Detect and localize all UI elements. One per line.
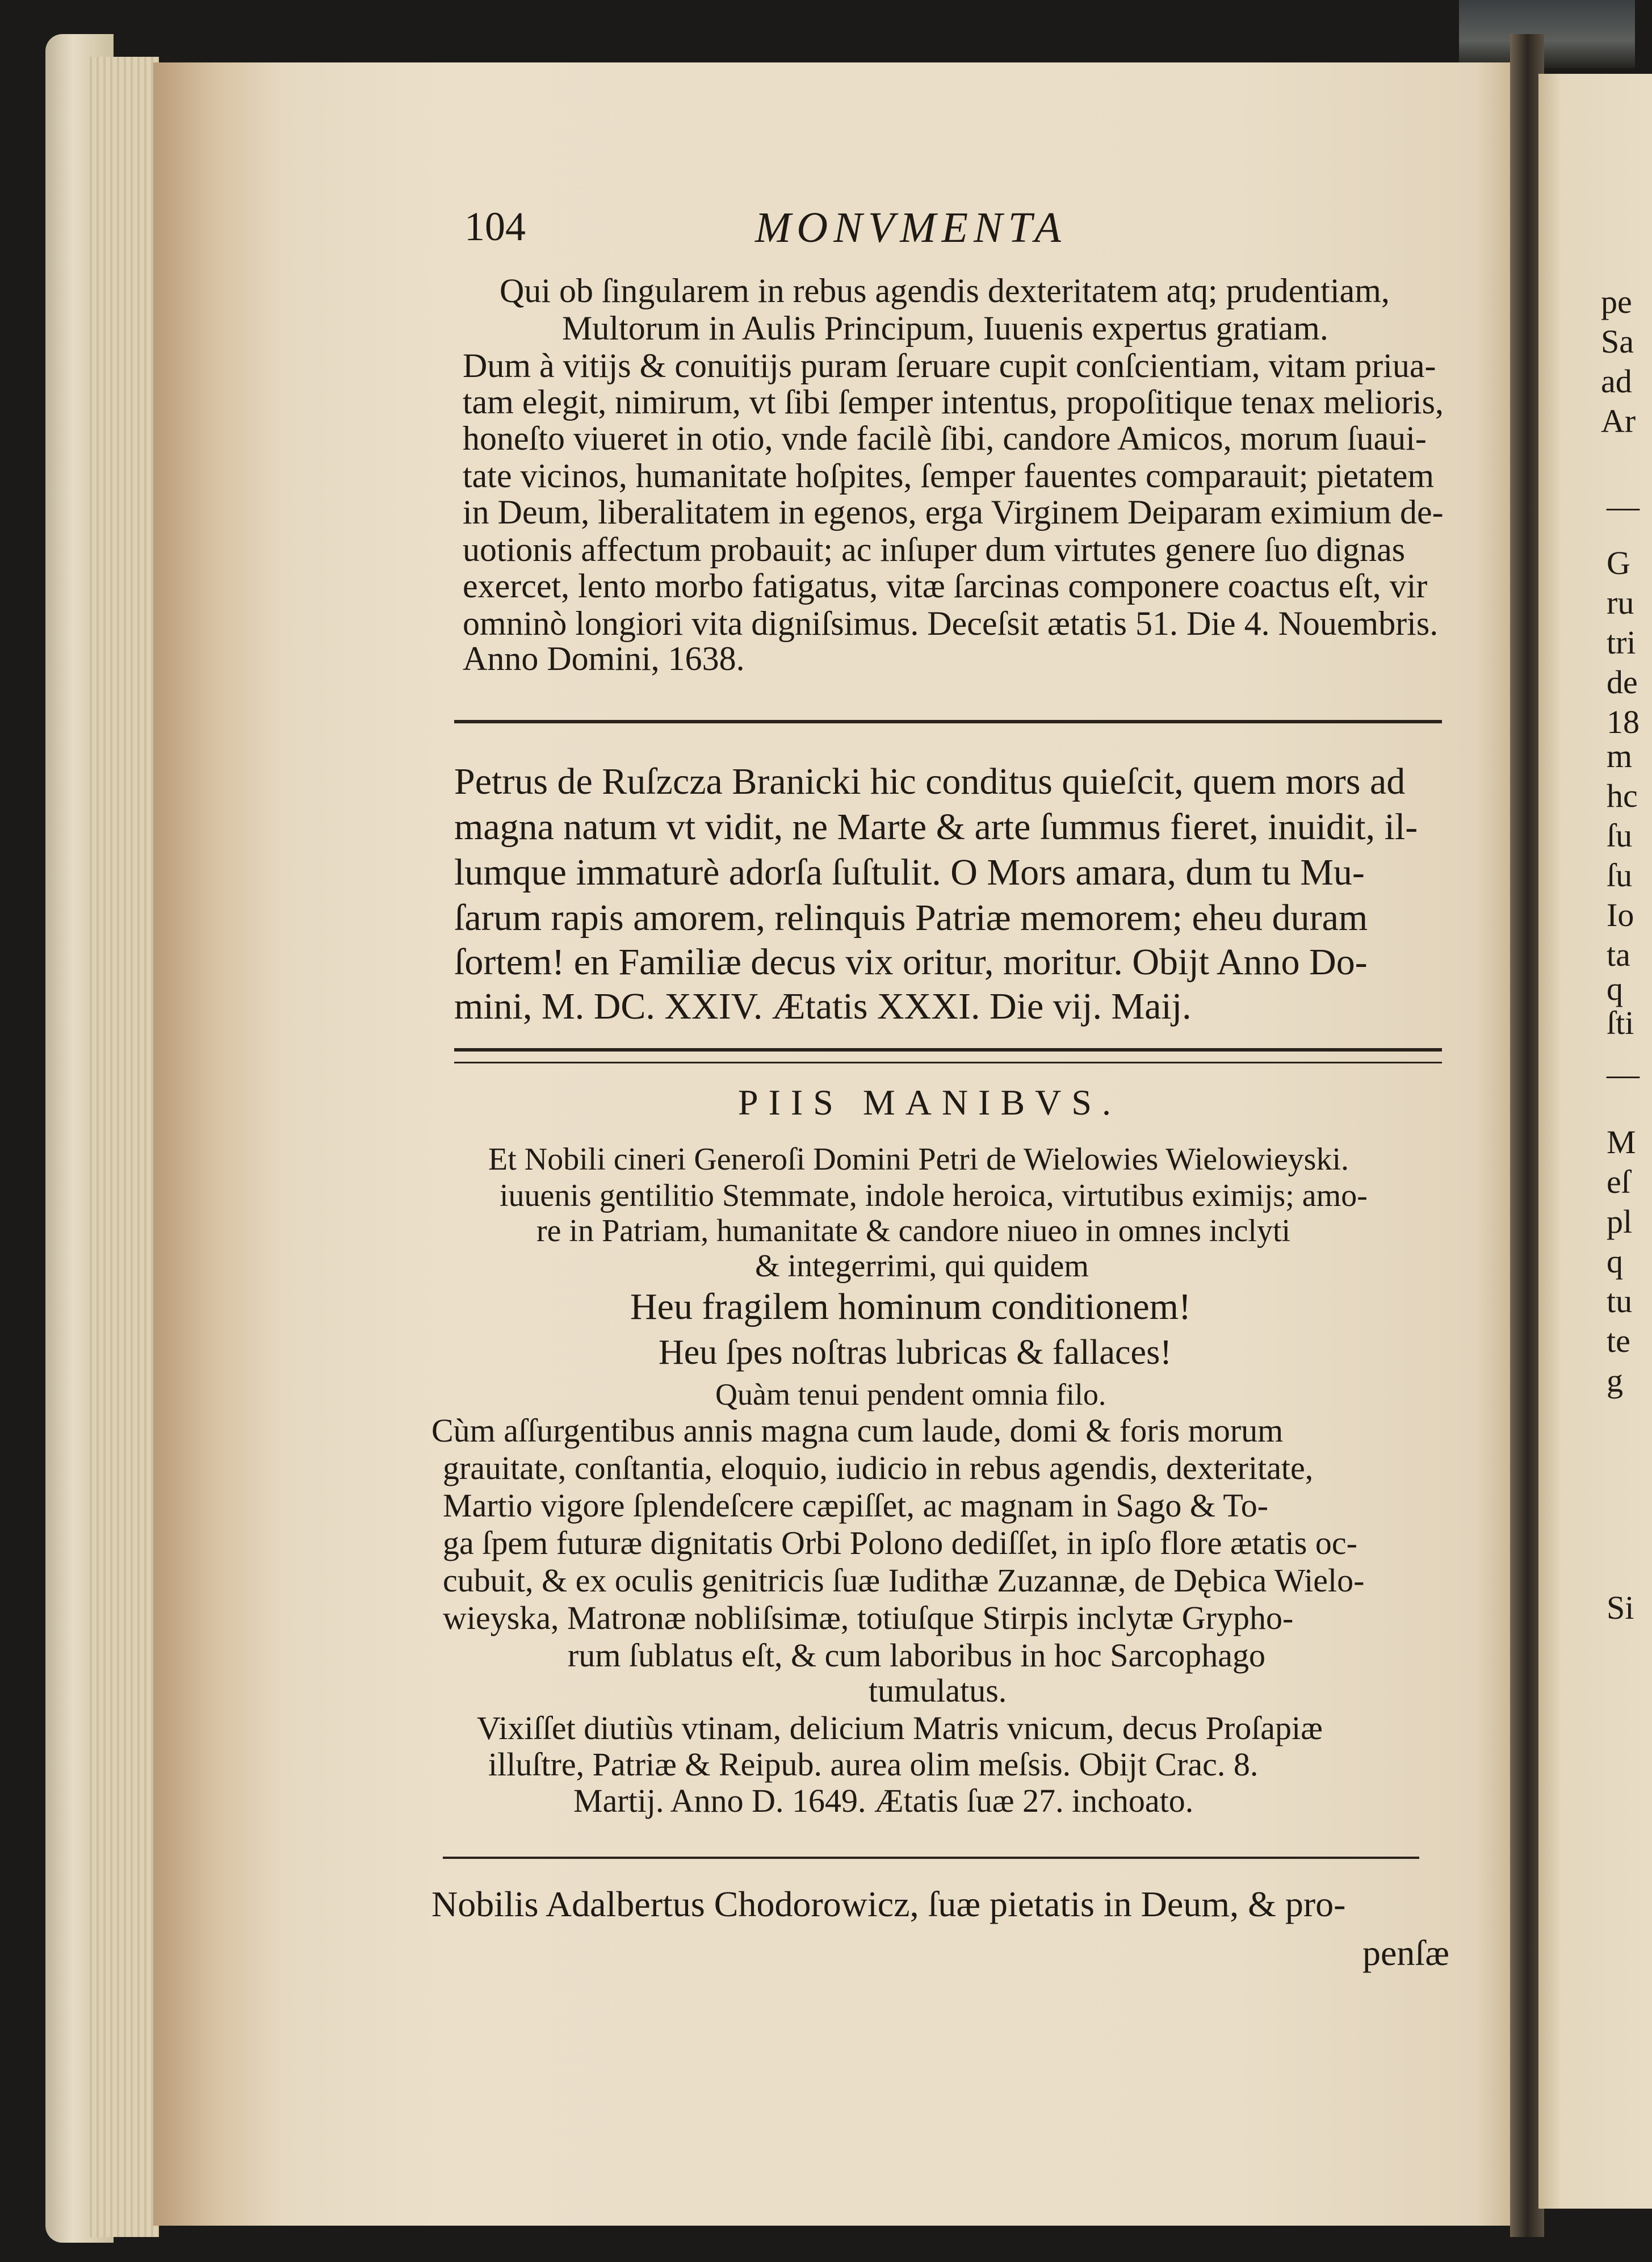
facing-fragment: m xyxy=(1607,738,1633,774)
facing-fragment: ſu xyxy=(1607,817,1633,854)
facing-fragment: ſti xyxy=(1607,1004,1634,1041)
text-line: ſarum rapis amorem, relinquis Patriæ memorem; eheu duram xyxy=(454,897,1368,939)
facing-fragment: de xyxy=(1607,664,1638,701)
text-line: ga ſpem futuræ dignitatis Orbi Polono dediſſet, in ipſo flore ætatis oc- xyxy=(443,1524,1357,1561)
facing-fragment: pl xyxy=(1607,1203,1633,1240)
text-line: Martio vigore ſplendeſcere cæpiſſet, ac magnam in Sago & To- xyxy=(443,1487,1269,1524)
text-line: Quàm tenui pendent omnia filo. xyxy=(715,1377,1106,1411)
text-line: Nobilis Adalbertus Chodorowicz, ſuæ pietatis in Deum, & pro- xyxy=(431,1884,1346,1924)
text-line: omninò longiori vita digniſsimus. Deceſsit ætatis 51. Die 4. Nouembris. xyxy=(463,605,1439,642)
facing-fragment: G xyxy=(1607,544,1630,581)
text-line: Cùm aſſurgentibus annis magna cum laude, domi & foris morum xyxy=(431,1412,1284,1449)
text-line: ſortem! en Familiæ decus vix oritur, moritur. Obijt Anno Do- xyxy=(454,941,1368,983)
facing-fragment: pe xyxy=(1601,283,1632,320)
running-title: MONVMENTA xyxy=(755,204,1067,252)
facing-fragment: M xyxy=(1607,1124,1636,1161)
text-line: lumque immaturè adorſa ſuſtulit. O Mors amara, dum tu Mu- xyxy=(454,852,1365,893)
text-line: Heu ſpes noſtras lubricas & fallaces! xyxy=(659,1333,1172,1372)
facing-fragment: q xyxy=(1607,1243,1623,1280)
text-line: & integerrimi, qui quidem xyxy=(755,1249,1089,1284)
facing-fragment: — xyxy=(1607,1055,1640,1092)
section-divider xyxy=(454,720,1442,723)
text-line: exercet, lento morbo fatigatus, vitæ ſarcinas componere coactus eſt, vir xyxy=(463,567,1428,605)
facing-fragment: Sa xyxy=(1601,323,1634,360)
text-line: iuuenis gentilitio Stemmate, indole heroica, virtutibus eximijs; amo- xyxy=(500,1178,1368,1213)
text-line: re in Patriam, humanitate & candore niueo in omnes inclyti xyxy=(536,1213,1291,1249)
text-line: Heu fragilem hominum conditionem! xyxy=(630,1286,1191,1327)
facing-fragment: hc xyxy=(1607,777,1638,814)
text-line: cubuit, & ex oculis genitricis ſuæ Iudithæ Zuzannæ, de Dębica Wielo- xyxy=(443,1562,1365,1599)
text-line: in Deum, liberalitatem in egenos, erga Virginem Deiparam eximium de- xyxy=(463,493,1444,531)
facing-fragment: tu xyxy=(1607,1283,1633,1320)
section-divider xyxy=(454,1048,1442,1052)
facing-fragment: — xyxy=(1607,488,1640,525)
text-line: Petrus de Ruſzcza Branicki hic conditus quieſcit, quem mors ad xyxy=(454,761,1406,802)
facing-fragment: g xyxy=(1607,1362,1623,1399)
text-line: tam elegit, nimirum, vt ſibi ſemper intentus, propoſitique tenax melioris, xyxy=(463,383,1444,421)
page-edges-stack xyxy=(85,57,159,2237)
text-line: Anno Domini, 1638. xyxy=(463,640,745,677)
facing-fragment: q xyxy=(1607,970,1623,1007)
text-line: grauitate, conſtantia, eloquio, iudicio in rebus agendis, dexteritate, xyxy=(443,1450,1314,1486)
section-divider xyxy=(443,1857,1419,1859)
text-line: uotionis affectum probauit; ac inſuper dum virtutes genere ſuo dignas xyxy=(463,531,1406,568)
text-line: Martij. Anno D. 1649. Ætatis ſuæ 27. inchoato. xyxy=(573,1782,1194,1819)
text-line: Vixiſſet diutiùs vtinam, delicium Matris vnicum, decus Proſapiæ xyxy=(477,1710,1323,1746)
text-line: penſæ xyxy=(1362,1933,1449,1973)
facing-fragment: Si xyxy=(1607,1589,1634,1626)
facing-fragment: eſ xyxy=(1607,1163,1630,1200)
book-spine xyxy=(1459,0,1635,68)
text-line: tumulatus. xyxy=(869,1672,1007,1709)
text-line: mini, M. DC. XXIV. Ætatis XXXI. Die vij. Maij. xyxy=(454,986,1192,1027)
section-heading: PIIS MANIBVS. xyxy=(738,1082,1121,1122)
text-line: illuſtre, Patriæ & Reipub. aurea olim meſsis. Obijt Crac. 8. xyxy=(488,1746,1259,1783)
facing-fragment: ru xyxy=(1607,584,1634,621)
text-line: Qui ob ſingularem in rebus agendis dexteritatem atq; prudentiam, xyxy=(500,272,1390,309)
text-line: Multorum in Aulis Principum, Iuuenis expertus gratiam. xyxy=(562,309,1328,347)
text-line: rum ſublatus eſt, & cum laboribus in hoc Sarcophago xyxy=(568,1637,1266,1674)
text-line: magna natum vt vidit, ne Marte & arte ſummus fieret, inuidit, il- xyxy=(454,806,1418,848)
text-line: tate vicinos, humanitate hoſpites, ſemper fauentes comparauit; pietatem xyxy=(463,457,1435,495)
facing-fragment: ſu xyxy=(1607,857,1633,894)
text-line: Et Nobili cineri Generoſi Domini Petri de Wielowies Wielowieyski. xyxy=(488,1142,1349,1177)
text-line: wieyska, Matronæ nobliſsimæ, totiuſque Stirpis inclytæ Grypho- xyxy=(443,1599,1294,1636)
facing-fragment: tri xyxy=(1607,624,1636,661)
text-line: honeſto viueret in otio, vnde facilè ſibi, candore Amicos, morum ſuaui- xyxy=(463,420,1427,457)
facing-fragment: 18 xyxy=(1607,703,1640,740)
facing-fragment: Ar xyxy=(1601,403,1636,439)
facing-fragment: te xyxy=(1607,1322,1630,1359)
facing-fragment: ta xyxy=(1607,936,1630,973)
facing-fragment: Io xyxy=(1607,897,1634,933)
page-number: 104 xyxy=(464,204,526,249)
section-divider-double xyxy=(454,1062,1442,1063)
facing-fragment: ad xyxy=(1601,363,1632,400)
text-line: Dum à vitijs & conuitijs puram ſeruare cupit conſcientiam, vitam priua- xyxy=(463,347,1436,384)
